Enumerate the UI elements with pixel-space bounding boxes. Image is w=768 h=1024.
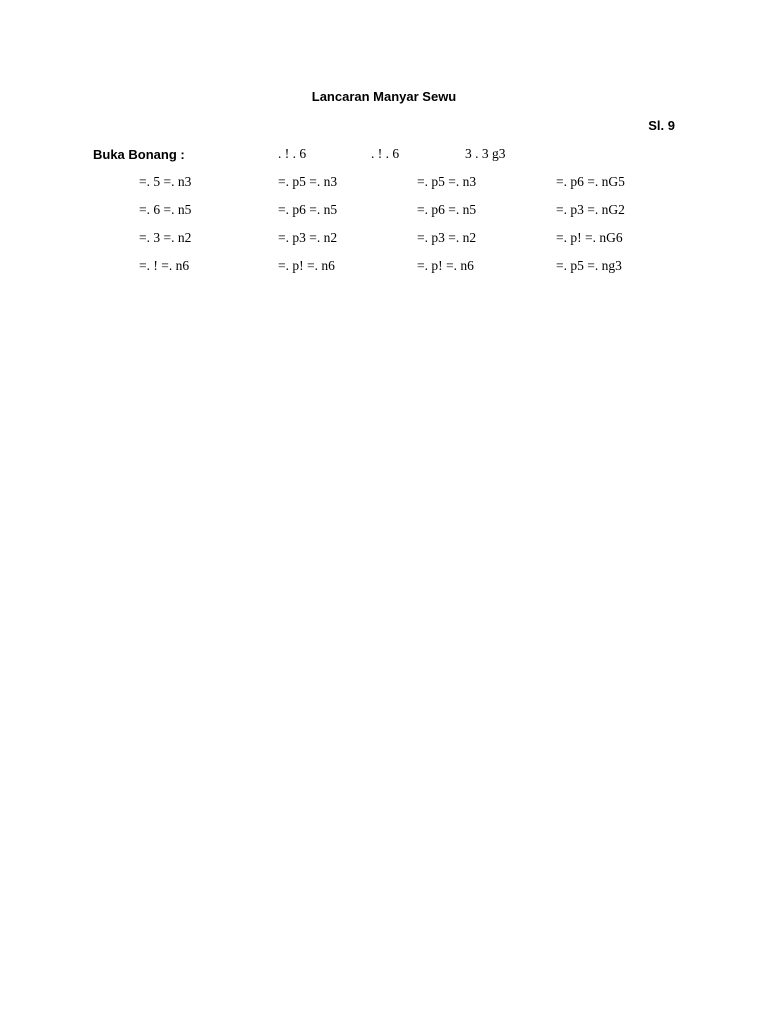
notation-row-4 <box>0 258 768 274</box>
gatra: =. 5 =. n3 <box>139 174 192 189</box>
gatra: =. p! =. n6 <box>417 258 474 273</box>
buka-notation-3: 3 . 3 g3 <box>465 146 506 161</box>
gatra: =. 6 =. n5 <box>139 202 192 217</box>
buka-notation-1: . ! . 6 <box>278 146 307 161</box>
gatra: =. p5 =. n3 <box>278 174 338 189</box>
gatra: =. p5 =. ng3 <box>556 258 622 273</box>
gatra: =. p3 =. n2 <box>417 230 477 245</box>
gatra: =. p3 =. n2 <box>278 230 338 245</box>
buka-label: Buka Bonang : <box>93 147 185 162</box>
page-title: Lancaran Manyar Sewu <box>311 89 457 104</box>
laras-label: Sl. 9 <box>648 118 675 133</box>
buka-notation-2: . ! . 6 <box>371 146 400 161</box>
gatra: =. p! =. nG6 <box>556 230 623 245</box>
gatra: =. p3 =. nG2 <box>556 202 625 217</box>
gatra: =. p6 =. nG5 <box>556 174 625 189</box>
gatra: =. 3 =. n2 <box>139 230 192 245</box>
notation-row-3 <box>0 230 768 246</box>
gatra: =. ! =. n6 <box>139 258 190 273</box>
gatra: =. p6 =. n5 <box>417 202 477 217</box>
notation-row-2 <box>0 202 768 218</box>
gatra: =. p5 =. n3 <box>417 174 477 189</box>
gatra: =. p! =. n6 <box>278 258 335 273</box>
gatra: =. p6 =. n5 <box>278 202 338 217</box>
notation-row-1 <box>0 174 768 190</box>
